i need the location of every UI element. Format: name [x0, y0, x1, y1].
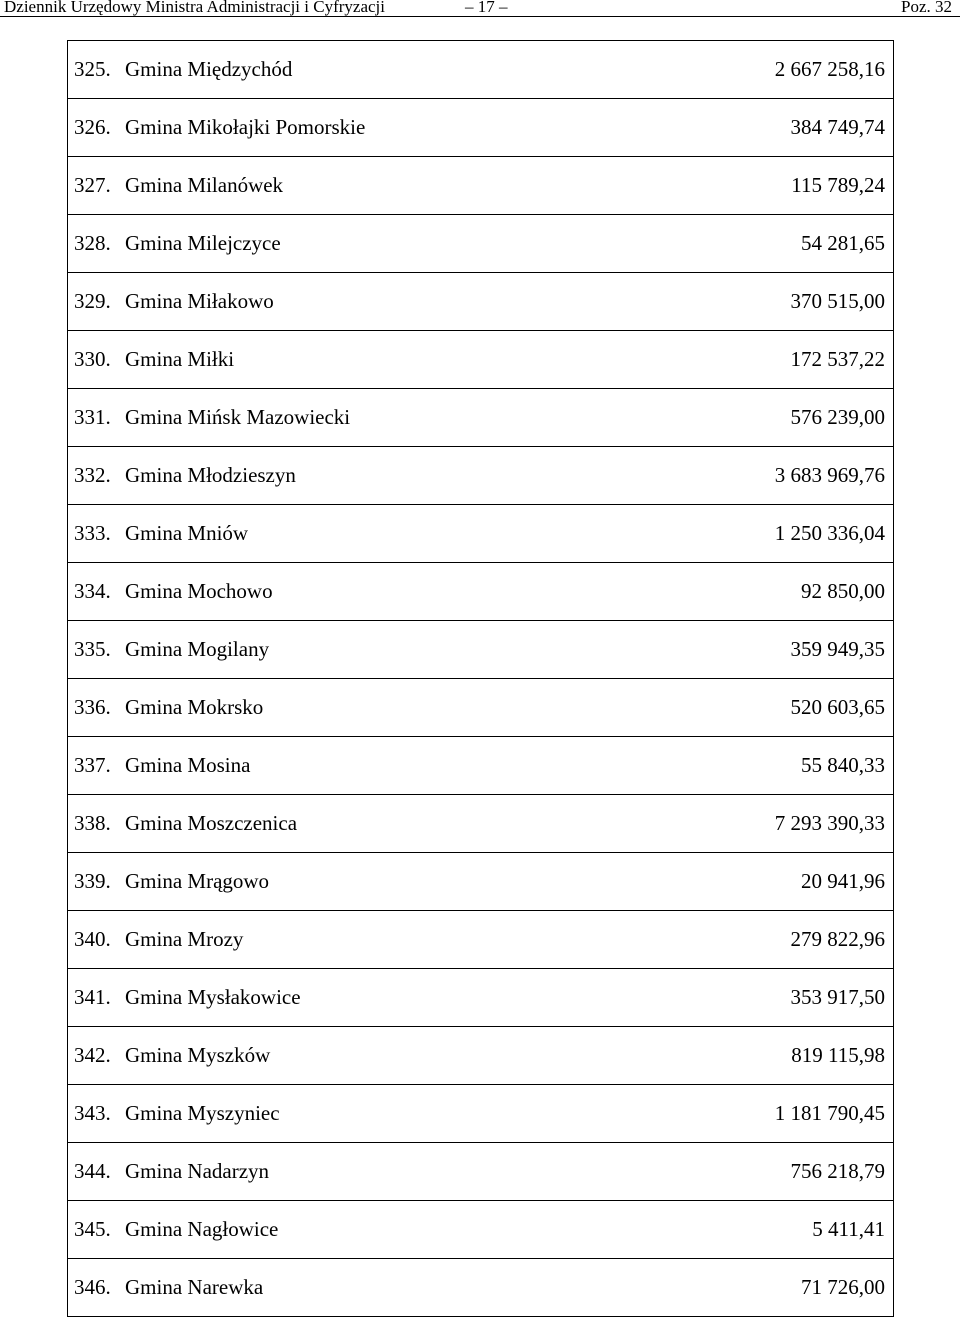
amount-cell: 71 726,00 — [665, 1259, 894, 1317]
municipality-name: Gmina Mysłakowice — [125, 985, 301, 1009]
municipality-cell — [68, 215, 666, 273]
municipality-cell — [68, 273, 666, 331]
position-number: Poz. 32 — [901, 0, 952, 16]
municipality-cell — [68, 1259, 666, 1317]
municipality-name: Gmina Milejczyce — [125, 231, 281, 255]
row-number: 327. — [74, 173, 111, 197]
table-row — [68, 1201, 894, 1259]
row-number: 345. — [74, 1217, 111, 1241]
municipality-cell — [68, 389, 666, 447]
row-number: 334. — [74, 579, 111, 603]
table-row — [68, 911, 894, 969]
amount-cell: 359 949,35 — [665, 621, 894, 679]
page-number: – 17 – — [465, 0, 508, 16]
row-number: 331. — [74, 405, 111, 429]
municipality-cell — [68, 621, 666, 679]
row-number: 338. — [74, 811, 111, 835]
amount-cell: 353 917,50 — [665, 969, 894, 1027]
municipality-cell — [68, 1143, 666, 1201]
municipality-name: Gmina Mogilany — [125, 637, 270, 661]
row-number: 329. — [74, 289, 111, 313]
row-number: 330. — [74, 347, 111, 371]
municipality-cell — [68, 99, 666, 157]
municipality-cell — [68, 795, 666, 853]
amount-cell: 384 749,74 — [665, 99, 894, 157]
row-number: 337. — [74, 753, 111, 777]
amount-cell: 279 822,96 — [665, 911, 894, 969]
table-row — [68, 273, 894, 331]
municipality-amount-table — [67, 40, 894, 1317]
municipality-name: Gmina Mochowo — [125, 579, 273, 603]
row-number: 343. — [74, 1101, 111, 1125]
municipality-name: Gmina Milanówek — [125, 173, 284, 197]
amount-cell: 520 603,65 — [665, 679, 894, 737]
amount-cell: 756 218,79 — [665, 1143, 894, 1201]
row-number: 344. — [74, 1159, 111, 1183]
amount-cell: 2 667 258,16 — [665, 41, 894, 99]
amount-cell: 1 181 790,45 — [665, 1085, 894, 1143]
municipality-cell — [68, 853, 666, 911]
municipality-name: Gmina Moszczenica — [125, 811, 298, 835]
municipality-cell — [68, 447, 666, 505]
amount-cell: 1 250 336,04 — [665, 505, 894, 563]
table-row — [68, 447, 894, 505]
municipality-name: Gmina Międzychód — [125, 57, 293, 81]
table-row — [68, 331, 894, 389]
table-row — [68, 563, 894, 621]
municipality-name: Gmina Mokrsko — [125, 695, 264, 719]
table-row — [68, 1259, 894, 1317]
row-number: 326. — [74, 115, 111, 139]
municipality-cell — [68, 157, 666, 215]
municipality-cell — [68, 1085, 666, 1143]
table-row — [68, 737, 894, 795]
row-number: 328. — [74, 231, 111, 255]
row-number: 332. — [74, 463, 111, 487]
table-row — [68, 157, 894, 215]
amount-cell: 172 537,22 — [665, 331, 894, 389]
municipality-name: Gmina Nagłowice — [125, 1217, 279, 1241]
municipality-cell — [68, 969, 666, 1027]
table-body — [68, 41, 894, 1317]
municipality-cell — [68, 505, 666, 563]
table-row — [68, 621, 894, 679]
amount-cell: 576 239,00 — [665, 389, 894, 447]
municipality-cell — [68, 679, 666, 737]
municipality-name: Gmina Mniów — [125, 521, 249, 545]
amount-cell: 55 840,33 — [665, 737, 894, 795]
municipality-cell — [68, 563, 666, 621]
amount-cell: 3 683 969,76 — [665, 447, 894, 505]
publication-title: Dziennik Urzędowy Ministra Administracji i Cyfryzacji — [4, 0, 385, 16]
amount-cell: 20 941,96 — [665, 853, 894, 911]
municipality-name: Gmina Mikołajki Pomorskie — [125, 115, 366, 139]
row-number: 325. — [74, 57, 111, 81]
table-row — [68, 505, 894, 563]
header-rule — [0, 16, 960, 17]
municipality-cell — [68, 41, 666, 99]
table-row — [68, 1085, 894, 1143]
amount-cell: 115 789,24 — [665, 157, 894, 215]
amount-cell: 92 850,00 — [665, 563, 894, 621]
table-row — [68, 389, 894, 447]
table-row — [68, 853, 894, 911]
amount-cell: 7 293 390,33 — [665, 795, 894, 853]
table-row — [68, 795, 894, 853]
row-number: 341. — [74, 985, 111, 1009]
amount-cell: 370 515,00 — [665, 273, 894, 331]
row-number: 346. — [74, 1275, 111, 1299]
municipality-name: Gmina Narewka — [125, 1275, 264, 1299]
row-number: 336. — [74, 695, 111, 719]
row-number: 342. — [74, 1043, 111, 1067]
municipality-name: Gmina Mosina — [125, 753, 251, 777]
municipality-name: Gmina Myszyniec — [125, 1101, 280, 1125]
municipality-name: Gmina Miłki — [125, 347, 235, 371]
municipality-cell — [68, 1201, 666, 1259]
municipality-name: Gmina Mińsk Mazowiecki — [125, 405, 351, 429]
table-row — [68, 679, 894, 737]
row-number: 335. — [74, 637, 111, 661]
table-row — [68, 969, 894, 1027]
table-row — [68, 99, 894, 157]
amount-cell: 5 411,41 — [665, 1201, 894, 1259]
municipality-cell — [68, 737, 666, 795]
amount-cell: 54 281,65 — [665, 215, 894, 273]
municipality-cell — [68, 331, 666, 389]
row-number: 339. — [74, 869, 111, 893]
municipality-name: Gmina Młodzieszyn — [125, 463, 296, 487]
table-row — [68, 215, 894, 273]
table-row — [68, 1143, 894, 1201]
municipality-name: Gmina Miłakowo — [125, 289, 274, 313]
row-number: 333. — [74, 521, 111, 545]
table-row — [68, 1027, 894, 1085]
municipality-name: Gmina Mrągowo — [125, 869, 270, 893]
page-header — [0, 0, 960, 18]
amount-cell: 819 115,98 — [665, 1027, 894, 1085]
municipality-cell — [68, 1027, 666, 1085]
municipality-name: Gmina Nadarzyn — [125, 1159, 270, 1183]
municipality-cell — [68, 911, 666, 969]
row-number: 340. — [74, 927, 111, 951]
table-row — [68, 41, 894, 99]
municipality-name: Gmina Mrozy — [125, 927, 244, 951]
municipality-name: Gmina Myszków — [125, 1043, 271, 1067]
